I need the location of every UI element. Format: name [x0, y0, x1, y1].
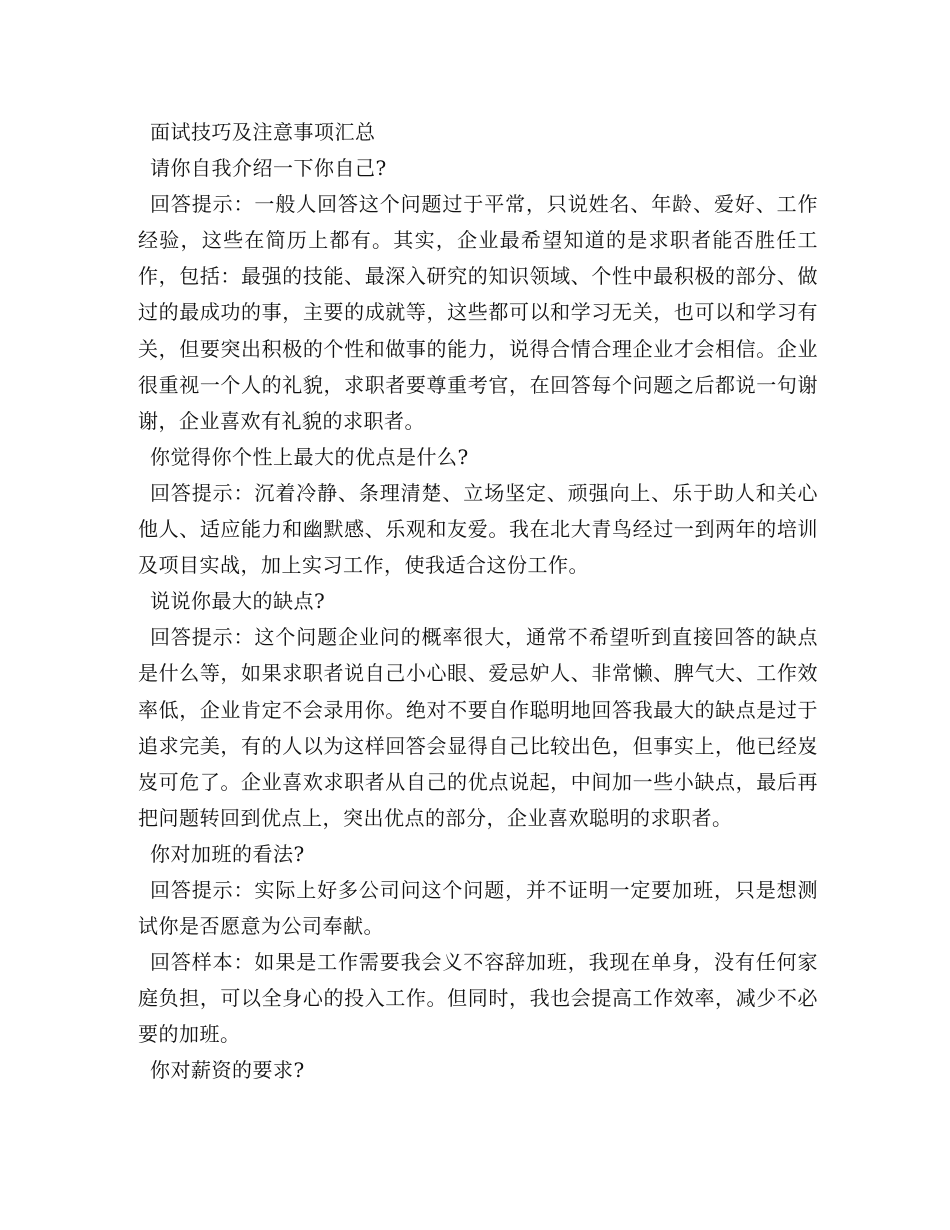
- question-greatest-strength: 你觉得你个性上最大的优点是什么?: [150, 444, 469, 469]
- question-overtime: 你对加班的看法?: [150, 841, 305, 866]
- answer-hint-greatest-weakness: 回答提示：这个问题企业问的概率很大，通常不希望听到直接回答的缺点是什么等，如果求职者说自己小心眼、爱忌妒人、非常懒、脾气大、工作效率低，企业肯定不会录用你。绝对不要自作聪明地回答我最大的缺点是过于追求完美，有的人以为这样回答会显得自己比较出色，但事实上，他已经岌岌可危了。企业喜欢求职者从自己的优点说起，中间加一些小缺点，最后再把问题转回到优点上，突出优点的部分，企业喜欢聪明的求职者。: [138, 625, 818, 830]
- answer-hint-overtime: 回答提示：实际上好多公司问这个问题，并不证明一定要加班，只是想测试你是否愿意为公司奉献。: [138, 877, 818, 939]
- document-title: 面试技巧及注意事项汇总: [150, 120, 376, 144]
- question-greatest-weakness: 说说你最大的缺点?: [150, 589, 326, 614]
- answer-hint-greatest-strength: 回答提示：沉着冷静、条理清楚、立场坚定、顽强向上、乐于助人和关心他人、适应能力和幽默感、乐观和友爱。我在北大青鸟经过一到两年的培训及项目实战，加上实习工作，使我适合这份工作。: [138, 480, 818, 578]
- document-body: [138, 114, 818, 1089]
- question-self-introduction: 请你自我介绍一下你自己?: [150, 156, 387, 181]
- question-salary: 你对薪资的要求?: [150, 1058, 305, 1083]
- answer-hint-self-introduction: 回答提示：一般人回答这个问题过于平常，只说姓名、年龄、爱好、工作经验，这些在简历上都有。其实，企业最希望知道的是求职者能否胜任工作，包括：最强的技能、最深入研究的知识领域、个性中最积极的部分、做过的最成功的事，主要的成就等，这些都可以和学习无关，也可以和学习有关，但要突出积极的个性和做事的能力，说得合情合理企业才会相信。企业很重视一个人的礼貌，求职者要尊重考官，在回答每个问题之后都说一句谢谢，企业喜欢有礼貌的求职者。: [138, 192, 818, 433]
- answer-sample-overtime: 回答样本：如果是工作需要我会义不容辞加班，我现在单身，没有任何家庭负担，可以全身心的投入工作。但同时，我也会提高工作效率，减少不必要的加班。: [138, 950, 818, 1047]
